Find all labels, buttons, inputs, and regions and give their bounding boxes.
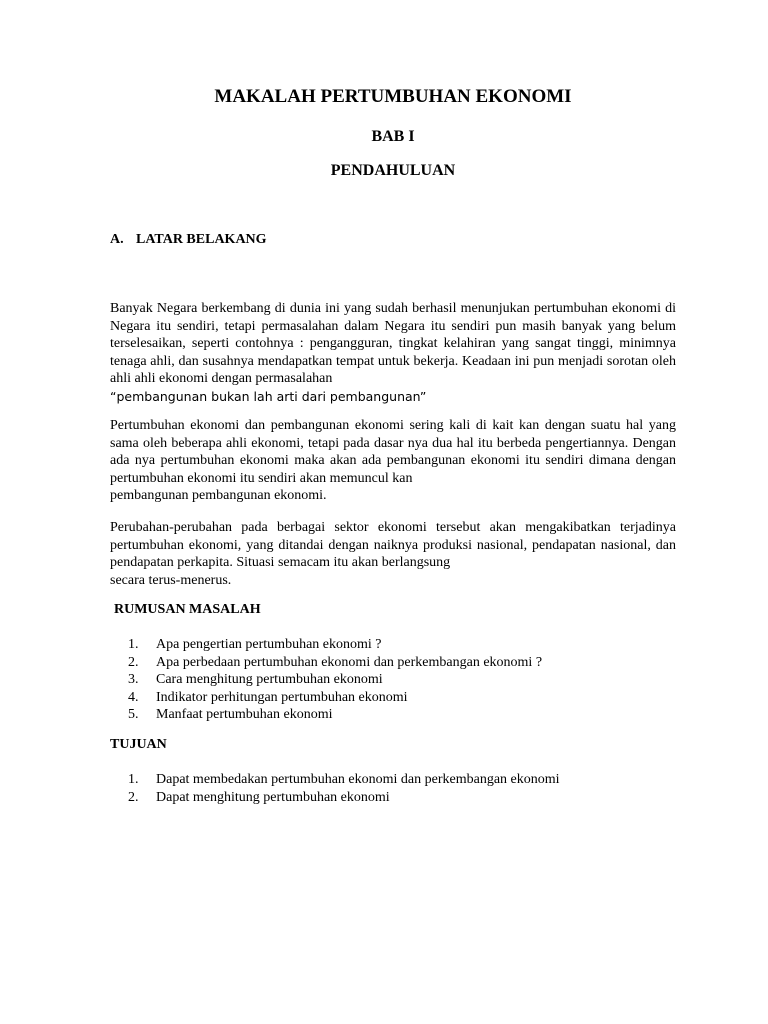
list-item — [128, 689, 542, 707]
list-item-text: Dapat membedakan pertumbuhan ekonomi dan perkembangan ekonomi — [156, 772, 560, 787]
list-item — [128, 654, 542, 672]
section-number: A. — [110, 232, 124, 247]
list-item-text: Indikator perhitungan pertumbuhan ekonomi — [156, 689, 408, 705]
list-item-number: 1. — [128, 772, 139, 787]
list-item-text: Dapat menghitung pertumbuhan ekonomi — [156, 789, 390, 805]
section-label: LATAR BELAKANG — [136, 232, 267, 247]
list-item — [128, 671, 542, 689]
paragraph-body: Banyak Negara berkembang di dunia ini yang sudah berhasil menunjukan pertumbuhan ekonomi di Negara itu sendiri, tetapi permasalahan dalam Negara itu sendiri pun masih banyak yang belum terselesaikan, seperti contohnya : pengangguran, tingkat kelahiran yang sangat tinggi, minimnya tenaga ahli, dan susahnya mendapatkan tempat untuk bekerja. Keadaan ini pun menjadi sorotan oleh ahli ahli ekonomi dengan permasalahan — [110, 301, 676, 386]
paragraph-last-line: secara terus-menerus. — [110, 572, 232, 588]
paragraph-quote: “pembangunan bukan lah arti dari pembangunan” — [110, 388, 427, 404]
paragraph-latar-belakang-1 — [110, 300, 676, 405]
list-item — [128, 771, 560, 789]
chapter-title: PENDAHULUAN — [330, 162, 456, 179]
list-item-number: 4. — [128, 689, 139, 705]
paragraph-latar-belakang-3 — [110, 519, 676, 589]
list-item-text: Cara menghitung pertumbuhan ekonomi — [156, 672, 383, 687]
list-item — [128, 706, 542, 724]
paragraph-body: Pertumbuhan ekonomi dan pembangunan ekonomi sering kali di kait kan dengan suatu hal yang sama oleh beberapa ahli ekonomi, tetapi pada dasar nya dua hal itu berbeda pengertiannya. Dengan ada nya pertumbuhan ekonomi maka akan ada pembangunan ekonomi itu sendiri dimana dengan pertumbuhan ekonomi itu sendiri akan memuncul kan — [110, 418, 676, 486]
heading-tujuan: TUJUAN — [110, 737, 167, 752]
chapter-number: BAB I — [371, 128, 415, 145]
paragraph-last-line: pembangunan pembangunan ekonomi. — [110, 488, 327, 503]
rumusan-masalah-list — [128, 636, 542, 724]
paragraph-latar-belakang-2 — [110, 417, 676, 505]
tujuan-list — [128, 771, 560, 806]
paragraph-body: Perubahan-perubahan pada berbagai sektor ekonomi tersebut akan mengakibatkan terjadinya pertumbuhan ekonomi, yang ditandai dengan naiknya produksi nasional, pendapatan nasional, dan pendapatan perkapita. Situasi semacam itu akan berlangsung — [110, 520, 676, 570]
list-item-number: 5. — [128, 707, 139, 722]
list-item — [128, 789, 560, 807]
list-item — [128, 636, 542, 654]
document-title: MAKALAH PERTUMBUHAN EKONOMI — [214, 86, 572, 107]
list-item-number: 2. — [128, 654, 139, 670]
list-item-number: 3. — [128, 672, 139, 687]
heading-rumusan-masalah: RUMUSAN MASALAH — [114, 602, 261, 617]
list-item-text: Manfaat pertumbuhan ekonomi — [156, 707, 333, 722]
list-item-text: Apa perbedaan pertumbuhan ekonomi dan perkembangan ekonomi ? — [156, 654, 543, 670]
section-heading-latar-belakang — [110, 232, 267, 248]
list-item-text: Apa pengertian pertumbuhan ekonomi ? — [156, 637, 382, 652]
list-item-number: 2. — [128, 789, 139, 805]
list-item-number: 1. — [128, 637, 139, 652]
